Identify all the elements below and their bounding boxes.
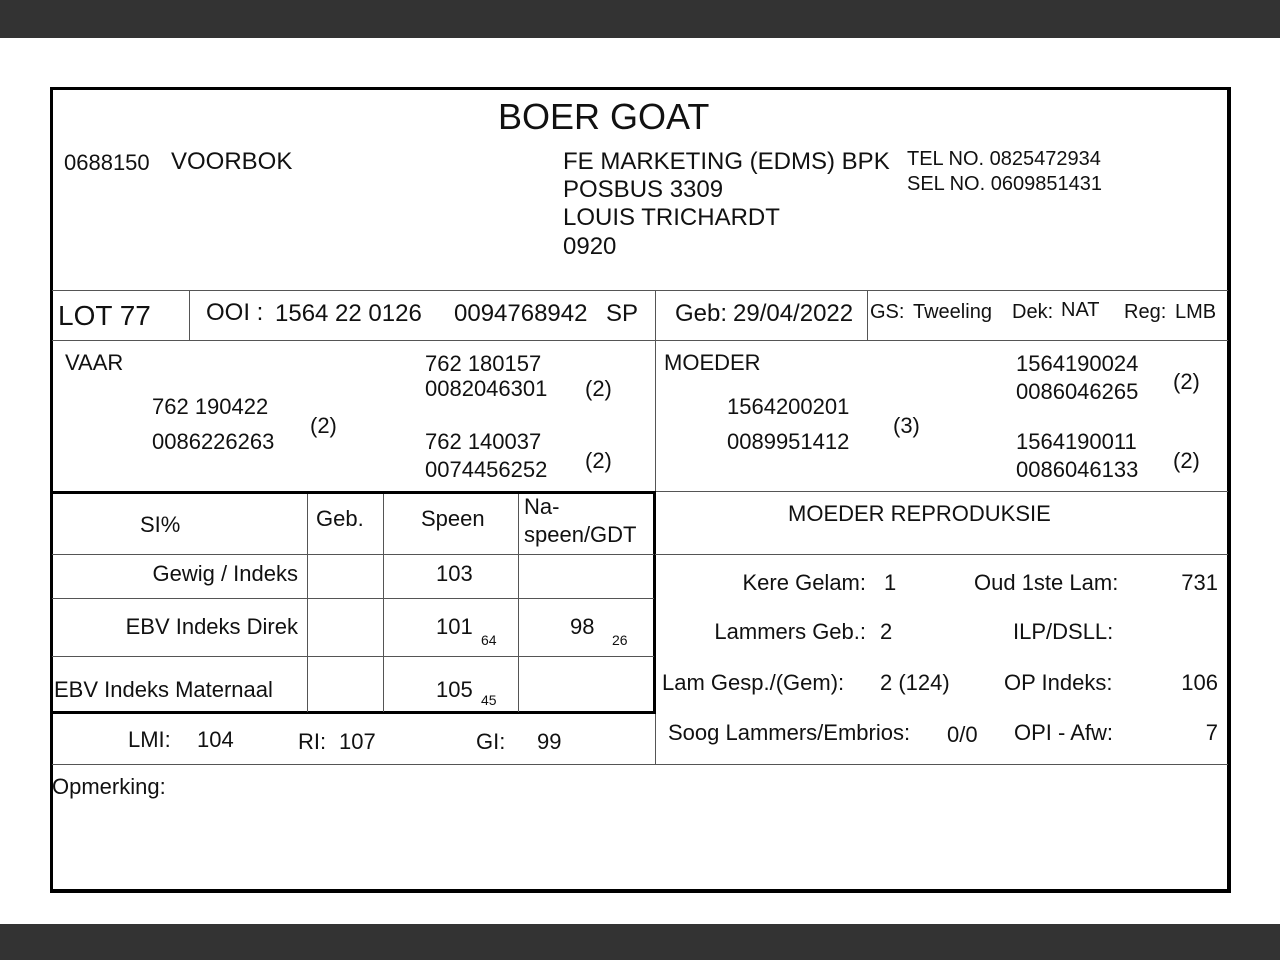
vaar-grand2-id: 0074456252 — [425, 457, 548, 482]
divider-geb — [867, 290, 868, 340]
row-maternaal-speen-sub: 45 — [481, 692, 497, 708]
divider-header — [52, 290, 1228, 291]
moeder-dam-id: 0089951412 — [727, 429, 850, 454]
ri-value: 107 — [339, 729, 376, 754]
owner-id: 0688150 — [64, 150, 150, 175]
si-col-naspeen — [518, 494, 519, 712]
si-table-bottom — [52, 711, 656, 714]
moeder-grand2-count: (2) — [1173, 448, 1200, 473]
divider-lot — [189, 290, 190, 340]
vaar-grand1-id: 0082046301 — [425, 376, 548, 401]
divider-pedigree-right — [655, 491, 1228, 492]
owner-name: VOORBOK — [171, 148, 293, 175]
divider-remarks — [52, 764, 1228, 765]
vaar-grand1-number: 762 180157 — [425, 351, 542, 376]
dek-value: NAT — [1061, 299, 1100, 321]
kere-gelam-value: 1 — [884, 570, 897, 595]
seller-town: LOUIS TRICHARDT — [563, 204, 780, 231]
kere-gelam-label: Kere Gelam: — [742, 570, 866, 595]
row-direk-speen: 101 — [436, 614, 473, 639]
ooi-code: SP — [606, 300, 639, 327]
si-header: SI% — [140, 512, 181, 537]
moeder-grand1-number: 1564190024 — [1016, 351, 1139, 376]
seller-code: 0920 — [563, 233, 617, 260]
gs-label: GS: — [870, 301, 905, 323]
lmi-label: LMI: — [128, 727, 171, 752]
si-row-1 — [52, 554, 654, 555]
vaar-grand1-count: (2) — [585, 376, 612, 401]
lmi-value: 104 — [197, 727, 234, 752]
geb-date: 29/04/2022 — [733, 300, 854, 327]
divider-lot-row — [52, 340, 1228, 341]
ilp-label: ILP/DSLL: — [1013, 619, 1114, 644]
moeder-grand2-id: 0086046133 — [1016, 457, 1139, 482]
soog-label: Soog Lammers/Embrios: — [668, 720, 911, 745]
moeder-dam-number: 1564200201 — [727, 394, 850, 419]
gi-label: GI: — [476, 729, 506, 754]
row-direk-naspeen: 98 — [570, 614, 595, 639]
lam-gesp-label: Lam Gesp./(Gem): — [662, 670, 845, 695]
vaar-grand2-number: 762 140037 — [425, 429, 542, 454]
seller-name: FE MARKETING (EDMS) BPK — [563, 148, 890, 175]
remarks-label: Opmerking: — [52, 774, 166, 799]
row-gewig-speen: 103 — [436, 561, 473, 586]
row-maternaal-speen: 105 — [436, 677, 473, 702]
ooi-number: 1564 22 0126 — [275, 300, 422, 327]
top-bar — [0, 0, 1280, 38]
lot-number: LOT 77 — [58, 300, 151, 331]
vaar-sire-count: (2) — [310, 413, 337, 438]
si-col-geb — [307, 494, 308, 712]
si-row-2 — [52, 598, 654, 599]
si-table-top — [52, 491, 656, 494]
gs-value: Tweeling — [913, 301, 992, 323]
op-label: OP Indeks: — [1004, 670, 1113, 695]
moeder-grand1-count: (2) — [1173, 369, 1200, 394]
row-direk-label: EBV Indeks Direk — [125, 614, 298, 639]
reg-label: Reg: — [1124, 301, 1167, 323]
lammers-geb-label: Lammers Geb.: — [714, 619, 866, 644]
moeder-dam-count: (3) — [893, 413, 920, 438]
ooi-label: OOI : — [206, 299, 264, 326]
naspeen-header-1: Na- — [524, 494, 560, 519]
repro-title-line — [655, 554, 1228, 555]
card-title: BOER GOAT — [498, 96, 710, 137]
si-table-right — [653, 491, 656, 714]
opi-label: OPI - Afw: — [1014, 720, 1114, 745]
moeder-grand2-number: 1564190011 — [1016, 429, 1137, 454]
lammers-geb-value: 2 — [880, 619, 893, 644]
row-direk-naspeen-sub: 26 — [612, 632, 628, 648]
reg-value: LMB — [1175, 301, 1217, 323]
si-row-3 — [52, 656, 654, 657]
vaar-grand2-count: (2) — [585, 448, 612, 473]
speen-header: Speen — [421, 506, 485, 531]
moeder-grand1-id: 0086046265 — [1016, 379, 1139, 404]
row-maternaal-label: EBV Indeks Maternaal — [54, 677, 273, 702]
lam-gesp-value: 2 (124) — [880, 670, 950, 695]
vaar-sire-number: 762 190422 — [152, 394, 269, 419]
ooi-id: 0094768942 — [454, 300, 588, 327]
si-col-speen — [383, 494, 384, 712]
dek-label: Dek: — [1012, 301, 1054, 323]
seller-tel: TEL NO. 0825472934 — [907, 148, 1101, 170]
bottom-bar — [0, 924, 1280, 960]
geb-label: Geb: — [675, 300, 728, 327]
gi-value: 99 — [537, 729, 562, 754]
oud-label: Oud 1ste Lam: — [974, 570, 1119, 595]
moeder-label: MOEDER — [664, 350, 761, 375]
vaar-label: VAAR — [65, 350, 124, 375]
seller-sel: SEL NO. 0609851431 — [907, 173, 1102, 195]
soog-value: 0/0 — [947, 722, 978, 747]
row-gewig-label: Gewig / Indeks — [152, 561, 298, 586]
oud-value: 731 — [1181, 570, 1218, 595]
repro-title: MOEDER REPRODUKSIE — [788, 501, 1051, 526]
ri-label: RI: — [298, 729, 327, 754]
opi-value: 7 — [1205, 720, 1218, 745]
vaar-sire-id: 0086226263 — [152, 429, 275, 454]
geb-header: Geb. — [316, 506, 364, 531]
seller-box: POSBUS 3309 — [563, 176, 724, 203]
naspeen-header-2: speen/GDT — [524, 522, 637, 547]
row-direk-speen-sub: 64 — [481, 632, 497, 648]
op-value: 106 — [1181, 670, 1218, 695]
